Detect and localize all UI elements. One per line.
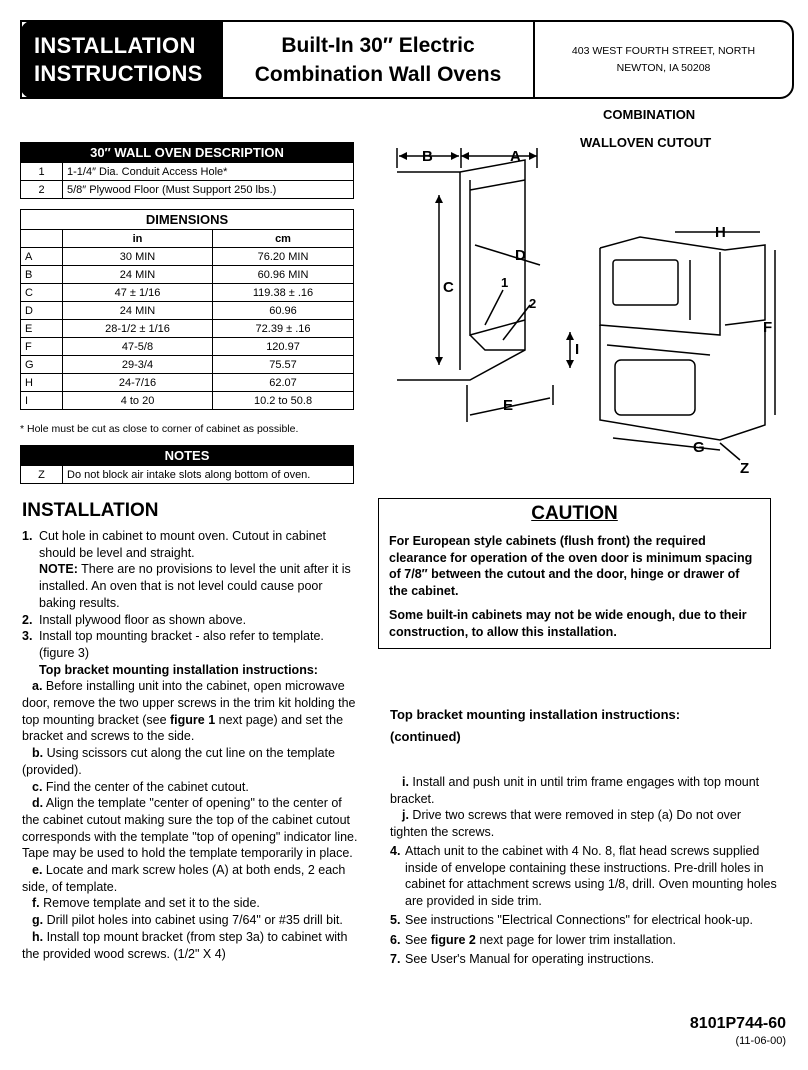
table-cell: A: [21, 248, 63, 266]
label-g: G: [693, 439, 705, 456]
substep-i: [390, 774, 782, 807]
table-row: [21, 284, 354, 302]
label-d: D: [515, 247, 526, 264]
cutout-diagram: [375, 140, 795, 485]
footnote: * Hole must be cut as close to corner of cabinet as possible.: [20, 423, 299, 435]
step-text: next page for lower trim installation.: [475, 932, 676, 947]
substep-text: Find the center of the cabinet cutout.: [42, 779, 249, 794]
table-cell: 30 MIN: [63, 248, 213, 266]
step-6: [390, 932, 782, 949]
microwave-window: [613, 260, 678, 305]
table-cell: E: [21, 320, 63, 338]
substep-label: a.: [32, 679, 43, 694]
table-cell: 2: [21, 181, 63, 199]
step-text: Cut hole in cabinet to mount oven. Cutout in cabinet should be level and straight.: [39, 529, 326, 560]
table-row: [21, 374, 354, 392]
step-text: Install plywood floor as shown above.: [39, 612, 247, 627]
substep-text: Locate and mark screw holes (A) at both ends, 2 each side, of template.: [22, 863, 346, 894]
step-text: Install top mounting bracket - also refer to template.(figure 3): [39, 629, 324, 660]
table-cell: 75.57: [213, 356, 354, 374]
oven-outline: [600, 325, 765, 440]
header-address-line2: NEWTON, IA 50208: [616, 61, 711, 74]
step-text: See instructions "Electrical Connections" for electrical hook-up.: [405, 913, 753, 927]
continued-heading-line2: (continued): [390, 729, 461, 744]
diagram-title-line2: WALLOVEN CUTOUT: [580, 135, 712, 150]
table-cell: 1-1/4″ Dia. Conduit Access Hole*: [63, 163, 354, 181]
column-header-in: in: [63, 230, 213, 248]
substep-text: Using scissors cut along the cut line on the template (provided).: [22, 746, 335, 777]
substep-label: h.: [32, 929, 44, 944]
step-number: 1.: [22, 529, 33, 543]
table-cell: 10.2 to 50.8: [213, 392, 354, 410]
table-row: [21, 466, 354, 484]
label-1: 1: [501, 275, 509, 290]
substep-label: j.: [402, 808, 409, 822]
table-cell: B: [21, 266, 63, 284]
step-number: 7.: [390, 952, 401, 966]
step-text: See: [405, 932, 431, 947]
step-2: [22, 612, 358, 629]
substep-text: Install top mount bracket (from step 3a) to cabinet with the provided wood screws. (1/2" X 4): [22, 929, 348, 961]
table-cell: 62.07: [213, 374, 354, 392]
column-header-cm: cm: [213, 230, 354, 248]
substep-f: [22, 895, 358, 912]
substep-g: [22, 912, 358, 929]
substep-label: f.: [32, 896, 40, 911]
table-cell: 47 ± 1/16: [63, 284, 213, 302]
continued-instructions: [390, 704, 782, 968]
substep-text: Drill pilot holes into cabinet using 7/64" or #35 drill bit.: [43, 913, 343, 928]
figure-ref: figure 1: [170, 712, 216, 727]
substep-d: [22, 795, 358, 862]
step-number: 2.: [22, 612, 33, 627]
table-cell: Do not block air intake slots along bottom of oven.: [63, 466, 354, 484]
table-row: [21, 302, 354, 320]
step-3: [22, 628, 358, 678]
caution-box: [378, 498, 771, 649]
substep-label: e.: [32, 863, 43, 878]
table-cell: 72.39 ± .16: [213, 320, 354, 338]
table-cell: 28-1/2 ± 1/16: [63, 320, 213, 338]
header-address: [535, 22, 792, 97]
label-2: 2: [529, 296, 537, 311]
label-f: F: [763, 319, 773, 336]
step-7: [390, 951, 782, 968]
step-5: [390, 912, 782, 929]
label-z: Z: [740, 460, 750, 477]
header-title-line1: Built-In 30″ Electric: [281, 33, 475, 57]
step-1: [22, 528, 358, 612]
installation-steps: [22, 528, 358, 962]
table-cell: F: [21, 338, 63, 356]
substep-label: i.: [402, 775, 409, 789]
step-number: 3.: [22, 629, 33, 644]
label-i: I: [575, 341, 580, 358]
table-row: [21, 338, 354, 356]
table-row: [21, 392, 354, 410]
caution-heading: CAUTION: [531, 503, 618, 524]
table-cell: 60.96: [213, 302, 354, 320]
table-row: [21, 181, 354, 199]
substep-label: c.: [32, 779, 43, 794]
dimensions-table-title: DIMENSIONS: [21, 210, 354, 230]
label-e: E: [503, 397, 514, 414]
table-row: [21, 163, 354, 181]
description-table-title: 30″ WALL OVEN DESCRIPTION: [21, 143, 354, 163]
substep-j: [390, 807, 782, 840]
step-text: See User's Manual for operating instructions.: [405, 952, 655, 966]
continued-heading-line1: Top bracket mounting installation instructions:: [390, 707, 681, 722]
dimensions-table-body: [21, 248, 354, 410]
microwave-outline: [600, 237, 765, 325]
document-date: (11-06-00): [735, 1035, 786, 1047]
note-text: There are no provisions to level the unit after it is installed. An oven that is not level could cause poor baking results.: [39, 562, 351, 610]
installation-heading: INSTALLATION: [22, 500, 159, 521]
table-cell: I: [21, 392, 63, 410]
table-row: [21, 356, 354, 374]
step-number: 5.: [390, 913, 401, 927]
table-cell: 120.97: [213, 338, 354, 356]
substep-label: b.: [32, 746, 44, 761]
substep-h: [22, 929, 358, 962]
substep-a: [22, 678, 358, 745]
diagram-title-line1: COMBINATION: [603, 107, 696, 122]
substep-b: [22, 745, 358, 778]
header-badge-line1: INSTALLATION: [34, 32, 196, 58]
step-number: 4.: [390, 844, 401, 858]
label-a: A: [510, 148, 521, 165]
substep-c: [22, 779, 358, 796]
caution-paragraph-1: For European style cabinets (flush front) the required clearance for operation of the oven door is minimum spacing of 7/8″ between the cutout and the door, hinge or drawer of the cabinet.: [389, 534, 753, 598]
document-number: 8101P744-60: [689, 1015, 786, 1032]
substep-label: d.: [32, 796, 44, 811]
table-cell: 76.20 MIN: [213, 248, 354, 266]
cabinet-outline: [397, 160, 525, 380]
page-header: [20, 20, 794, 99]
header-address-line1: 403 WEST FOURTH STREET, NORTH: [571, 44, 756, 57]
table-cell: 4 to 20: [63, 392, 213, 410]
table-cell: 24 MIN: [63, 266, 213, 284]
label-h: H: [715, 224, 726, 241]
header-badge-line2: INSTRUCTIONS: [34, 60, 203, 86]
description-table: [20, 142, 354, 199]
table-cell: 24 MIN: [63, 302, 213, 320]
substep-text: Drive two screws that were removed in step (a) Do not over tighten the screws.: [390, 808, 742, 839]
step-text: Attach unit to the cabinet with 4 No. 8, flat head screws supplied inside of envelope containing these instructions. Pre-drill holes in cabinet for attachment screws using 1/8, drill. Oven mounting holes are provided in side trim.: [405, 844, 777, 908]
table-cell: C: [21, 284, 63, 302]
table-cell: [21, 230, 63, 248]
table-row: [21, 320, 354, 338]
figure-ref: figure 2: [430, 932, 476, 947]
label-c: C: [443, 279, 454, 296]
table-cell: 119.38 ± .16: [213, 284, 354, 302]
table-row: [21, 248, 354, 266]
substep-heading: Top bracket mounting installation instructions:: [39, 662, 318, 677]
notes-table: [20, 445, 354, 484]
substep-text: Before installing unit into the cabinet, open microwave door, remove the two upper screws in the trim kit holding the top mounting bracket (see: [22, 679, 356, 727]
table-cell: 5/8″ Plywood Floor (Must Support 250 lbs.): [63, 181, 354, 199]
oven-window: [615, 360, 695, 415]
note-label: NOTE:: [39, 562, 78, 577]
table-cell: 1: [21, 163, 63, 181]
step-number: 6.: [390, 932, 401, 947]
label-b: B: [422, 148, 433, 165]
table-cell: 24-7/16: [63, 374, 213, 392]
table-row: [21, 266, 354, 284]
substep-text: Remove template and set it to the side.: [39, 896, 260, 911]
table-cell: 29-3/4: [63, 356, 213, 374]
dimensions-table: [20, 209, 354, 410]
table-cell: Z: [21, 466, 63, 484]
substep-text: Align the template "center of opening" to the center of the cabinet cutout making sure the top of the cabinet cutout corresponds with the template "top of opening" indicator line. Tape may be used to hold the template temporarily in place.: [22, 796, 358, 861]
caution-paragraph-2: Some built-in cabinets may not be wide enough, due to their construction, to allow this installation.: [389, 608, 747, 639]
step-4: [390, 843, 782, 909]
substep-label: g.: [32, 913, 44, 928]
substep-e: [22, 862, 358, 895]
table-cell: 60.96 MIN: [213, 266, 354, 284]
notes-table-title: NOTES: [21, 446, 354, 466]
header-title: [223, 22, 535, 97]
substep-text: next page) and set the bracket and screws to the side.: [22, 712, 344, 744]
table-cell: 47-5/8: [63, 338, 213, 356]
header-title-line2: Combination Wall Ovens: [254, 62, 502, 86]
header-badge: [20, 20, 223, 99]
substep-text: Install and push unit in until trim frame engages with top mount bracket.: [390, 775, 760, 806]
table-header-row: [21, 230, 354, 248]
table-cell: H: [21, 374, 63, 392]
table-cell: G: [21, 356, 63, 374]
table-cell: D: [21, 302, 63, 320]
dim-line-d: [475, 245, 540, 265]
